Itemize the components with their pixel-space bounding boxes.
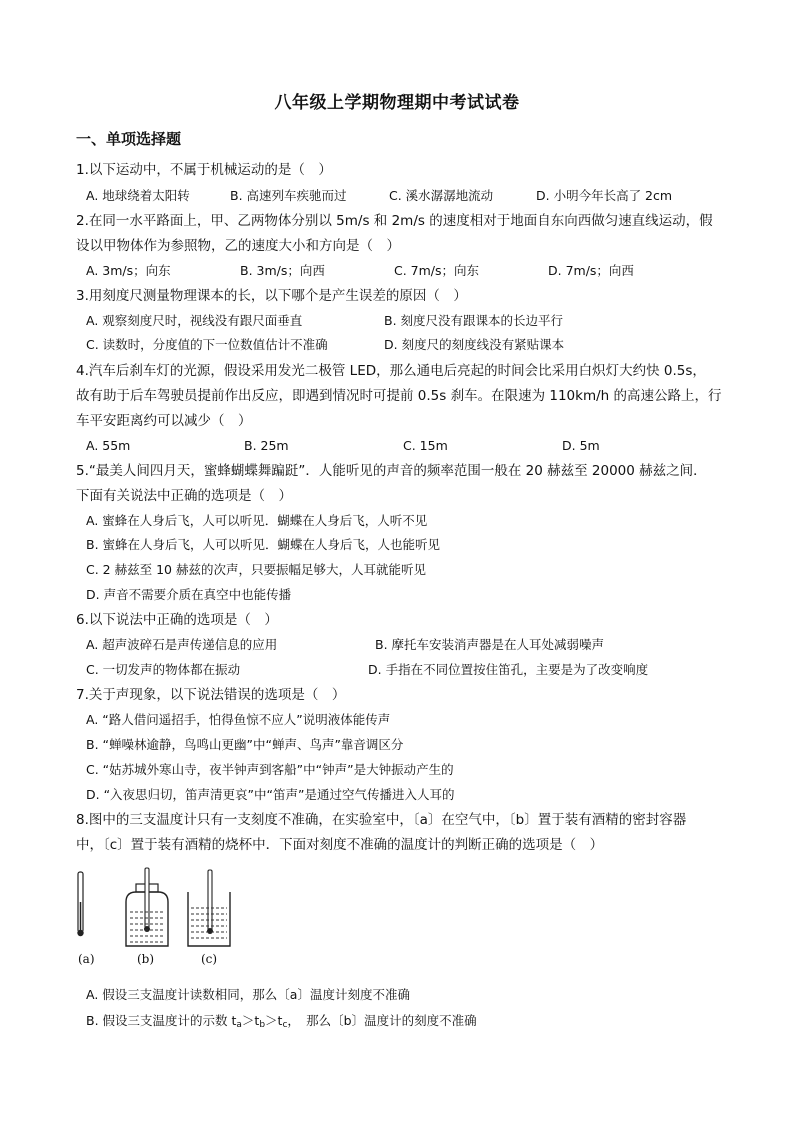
q3-option-d: D. 刻度尺的刻度线没有紧贴课本 [384,337,565,352]
question-4-stem-line1: 4.汽车后刹车灯的光源，假设采用发光二极管 LED，那么通电后亮起的时间会比采用白炽灯大约快 0.5s， [76,363,706,379]
thermometer-a-illustration [77,872,83,936]
page-title: 八年级上学期物理期中考试试卷 [274,93,520,113]
subscript-c: c [282,1020,288,1030]
q4-option-c: C. 15m [403,438,448,453]
q4-option-b: B. 25m [244,438,289,453]
question-2-stem-line2: 设以甲物体作为参照物，乙的速度大小和方向是（ ） [76,238,400,254]
greater-than-1: ＞t [241,1013,260,1028]
q4-option-a: A. 55m [86,438,131,453]
question-8-stem-line1: 8.图中的三支温度计只有一支刻度不准确，在实验室中，〔a〕在空气中，〔b〕置于装有酒精的密封容器 [76,812,687,828]
question-1-stem: 1.以下运动中，不属于机械运动的是（ ） [76,162,332,178]
q7-option-a: A. “路人借问遥招手，怕得鱼惊不应人”说明液体能传声 [86,712,391,727]
q3-option-c: C. 读数时，分度值的下一位数值估计不准确 [86,337,328,352]
q2-option-a: A. 3m/s；向东 [86,263,171,278]
q6-option-d: D. 手指在不同位置按住笛孔，主要是为了改变响度 [368,662,649,677]
q2-option-c: C. 7m/s；向东 [394,263,480,278]
q8-option-a: A. 假设三支温度计读数相同，那么〔a〕温度计刻度不准确 [86,987,410,1002]
question-8-stem-line2: 中，〔c〕置于装有酒精的烧杯中．下面对刻度不准确的温度计的判断正确的选项是（ ） [76,837,604,853]
question-6-stem: 6.以下说法中正确的选项是（ ） [76,612,278,628]
question-2-stem-line1: 2.在同一水平路面上，甲、乙两物体分别以 5m/s 和 2m/s 的速度相对于地面自东向西做匀速直线运动，假 [76,213,713,229]
q2-option-d: D. 7m/s；向西 [548,263,634,278]
question-4-stem-line3: 车平安距离约可以减少（ ） [76,413,252,429]
q8-option-b [86,1011,477,1035]
subscript-a: a [236,1020,242,1030]
q1-option-a: A. 地球绕着太阳转 [86,188,190,203]
q5-option-a: A. 蜜蜂在人身后飞，人可以听见．蝴蝶在人身后飞，人听不见 [86,513,428,528]
q1-option-b: B. 高速列车疾驰而过 [230,188,347,203]
subscript-b: b [259,1020,266,1030]
q5-option-c: C. 2 赫兹至 10 赫兹的次声，只要振幅足够大，人耳就能听见 [86,562,426,577]
thermometer-c-illustration [188,870,230,946]
q1-option-c: C. 溪水潺潺地流动 [389,188,494,203]
figure-label-a: (a) [78,952,95,966]
question-4-stem-line2: 故有助于后车驾驶员提前作出反应，即遇到情况时可提前 0.5s 刹车。在限速为 110km/h 的高速公路上，行 [76,388,722,404]
q4-option-d: D. 5m [562,438,600,453]
q7-option-d: D. “入夜思归切，笛声清更哀”中“笛声”是通过空气传播进入人耳的 [86,787,455,802]
q8-option-b-prefix: B. 假设三支温度计的示数 t [86,1013,237,1028]
question-7-stem: 7.关于声现象，以下说法错误的选项是（ ） [76,687,346,703]
section-heading: 一、单项选择题 [76,130,182,148]
question-5-stem-line2: 下面有关说法中正确的选项是（ ） [76,488,292,504]
q6-option-a: A. 超声波碎石是声传递信息的应用 [86,637,278,652]
thermometer-b-illustration [126,868,168,946]
q5-option-d: D. 声音不需要介质在真空中也能传播 [86,587,292,602]
q3-option-b: B. 刻度尺没有跟课本的长边平行 [384,313,564,328]
question-3-stem: 3.用刻度尺测量物理课本的长，以下哪个是产生误差的原因（ ） [76,288,467,304]
q7-option-c: C. “姑苏城外寒山寺，夜半钟声到客船”中“钟声”是大钟振动产生的 [86,762,454,777]
question-5-stem-line1: 5.“最美人间四月天，蜜蜂蝴蝶舞蹁跹”．人能听见的声音的频率范围一般在 20 赫兹至 20000 赫兹之间． [76,463,707,479]
q6-option-c: C. 一切发声的物体都在振动 [86,662,241,677]
figure-label-c: (c) [201,952,218,966]
q3-option-a: A. 观察刻度尺时，视线没有跟尺面垂直 [86,313,303,328]
q1-option-d: D. 小明今年长高了 2cm [536,188,673,203]
q8-option-b-suffix: ， 那么〔b〕温度计的刻度不准确 [287,1013,477,1028]
greater-than-2: ＞t [265,1013,283,1028]
thermometer-figure [70,862,260,952]
figure-label-b: (b) [137,952,155,966]
q7-option-b: B. “蝉噪林逾静，鸟鸣山更幽”中“蝉声、鸟声”靠音调区分 [86,737,404,752]
q2-option-b: B. 3m/s；向西 [240,263,325,278]
q6-option-b: B. 摩托车安装消声器是在人耳处减弱噪声 [375,637,605,652]
q5-option-b: B. 蜜蜂在人身后飞，人可以听见．蝴蝶在人身后飞，人也能听见 [86,537,441,552]
